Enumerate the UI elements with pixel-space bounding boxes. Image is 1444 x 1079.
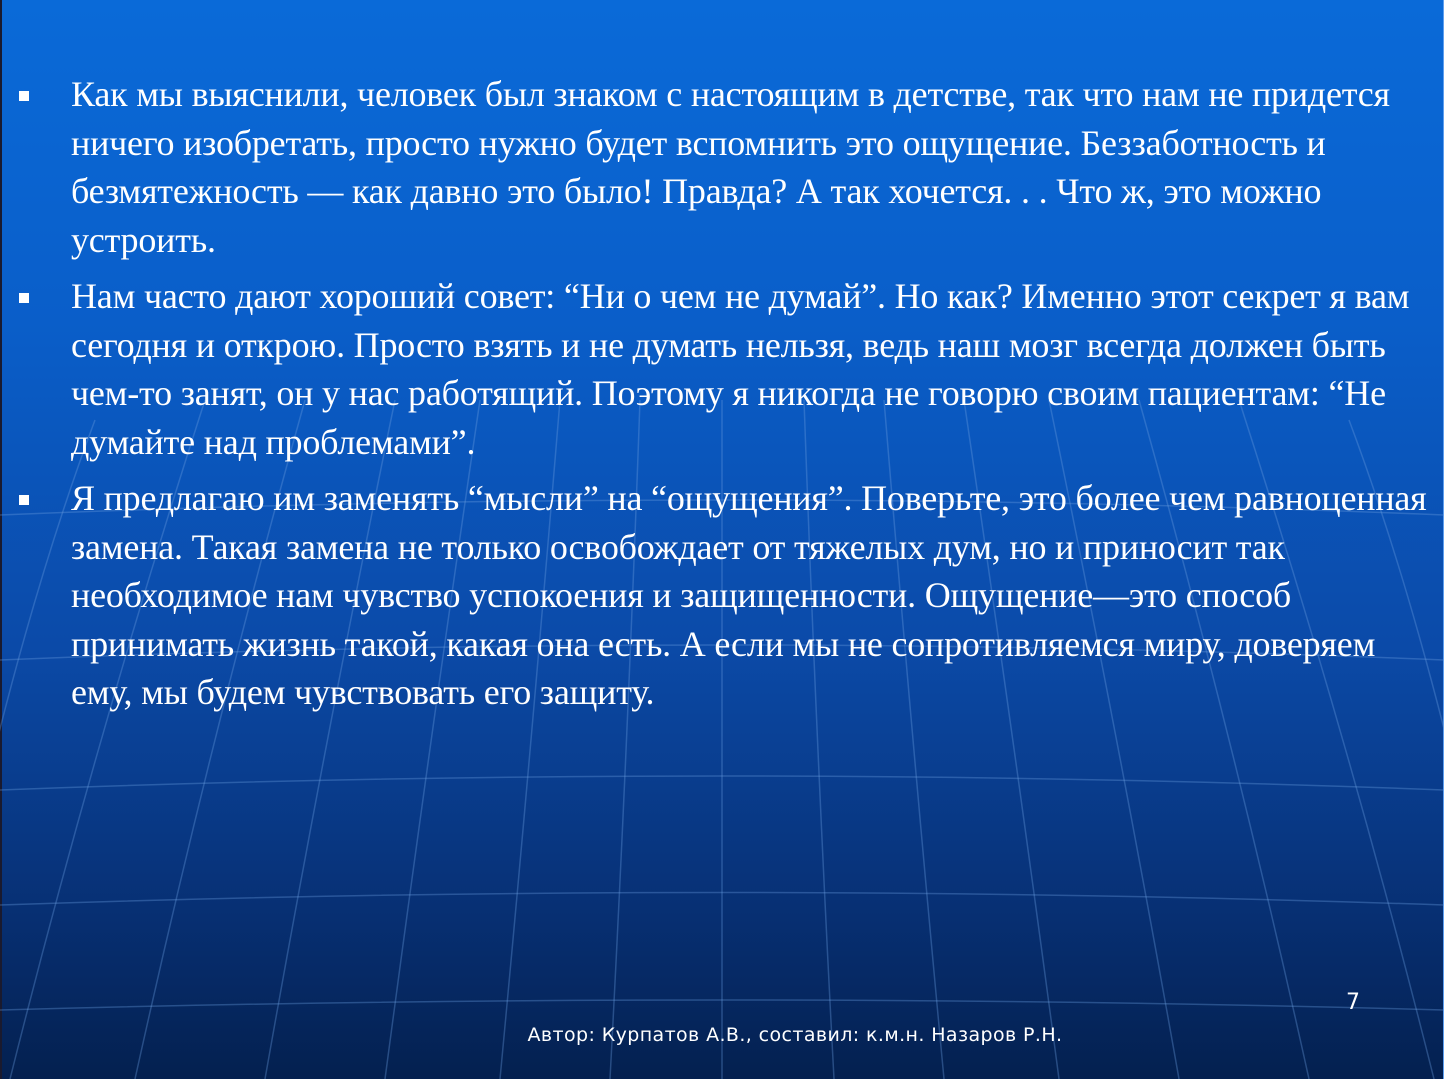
footer-author: Автор: Курпатов А.В., составил: к.м.н. Назаров Р.Н. bbox=[527, 1024, 1063, 1046]
bullet-item bbox=[0, 70, 1444, 264]
page-number: 7 bbox=[1346, 990, 1360, 1015]
square-bullet-icon bbox=[19, 293, 29, 303]
square-bullet-icon bbox=[19, 91, 29, 101]
square-bullet-icon bbox=[19, 495, 29, 505]
bullet-text: Я предлагаю им заменять “мысли” на “ощущения”. Поверьте, это более чем равноценная замена. Такая замена не только освобождает от тяжелых дум, но и приносит так необходимое нам чувство успокоения и защищенности. Ощущение—это способ принимать жизнь такой, какая она есть. А если мы не сопротивляемся миру, доверяем ему, мы будем чувствовать его защиту. bbox=[71, 478, 1427, 712]
bullet-list bbox=[0, 70, 1444, 725]
bullet-text: Как мы выяснили, человек был знаком с настоящим в детстве, так что нам не придется ничего изобретать, просто нужно будет вспомнить это ощущение. Беззаботность и безмятежность — как давно это было! Правда? А так хочется. . . Что ж, это можно устроить. bbox=[71, 74, 1390, 260]
bullet-text: Нам часто дают хороший совет: “Ни о чем не думай”. Но как? Именно этот секрет я вам сегодня и открою. Просто взять и не думать нельзя, ведь наш мозг всегда должен быть чем-то занят, он у нас работящий. Поэтому я никогда не говорю своим пациентам: “Не думайте над проблемами”. bbox=[71, 276, 1410, 462]
bullet-item bbox=[0, 272, 1444, 466]
bullet-item bbox=[0, 474, 1444, 717]
